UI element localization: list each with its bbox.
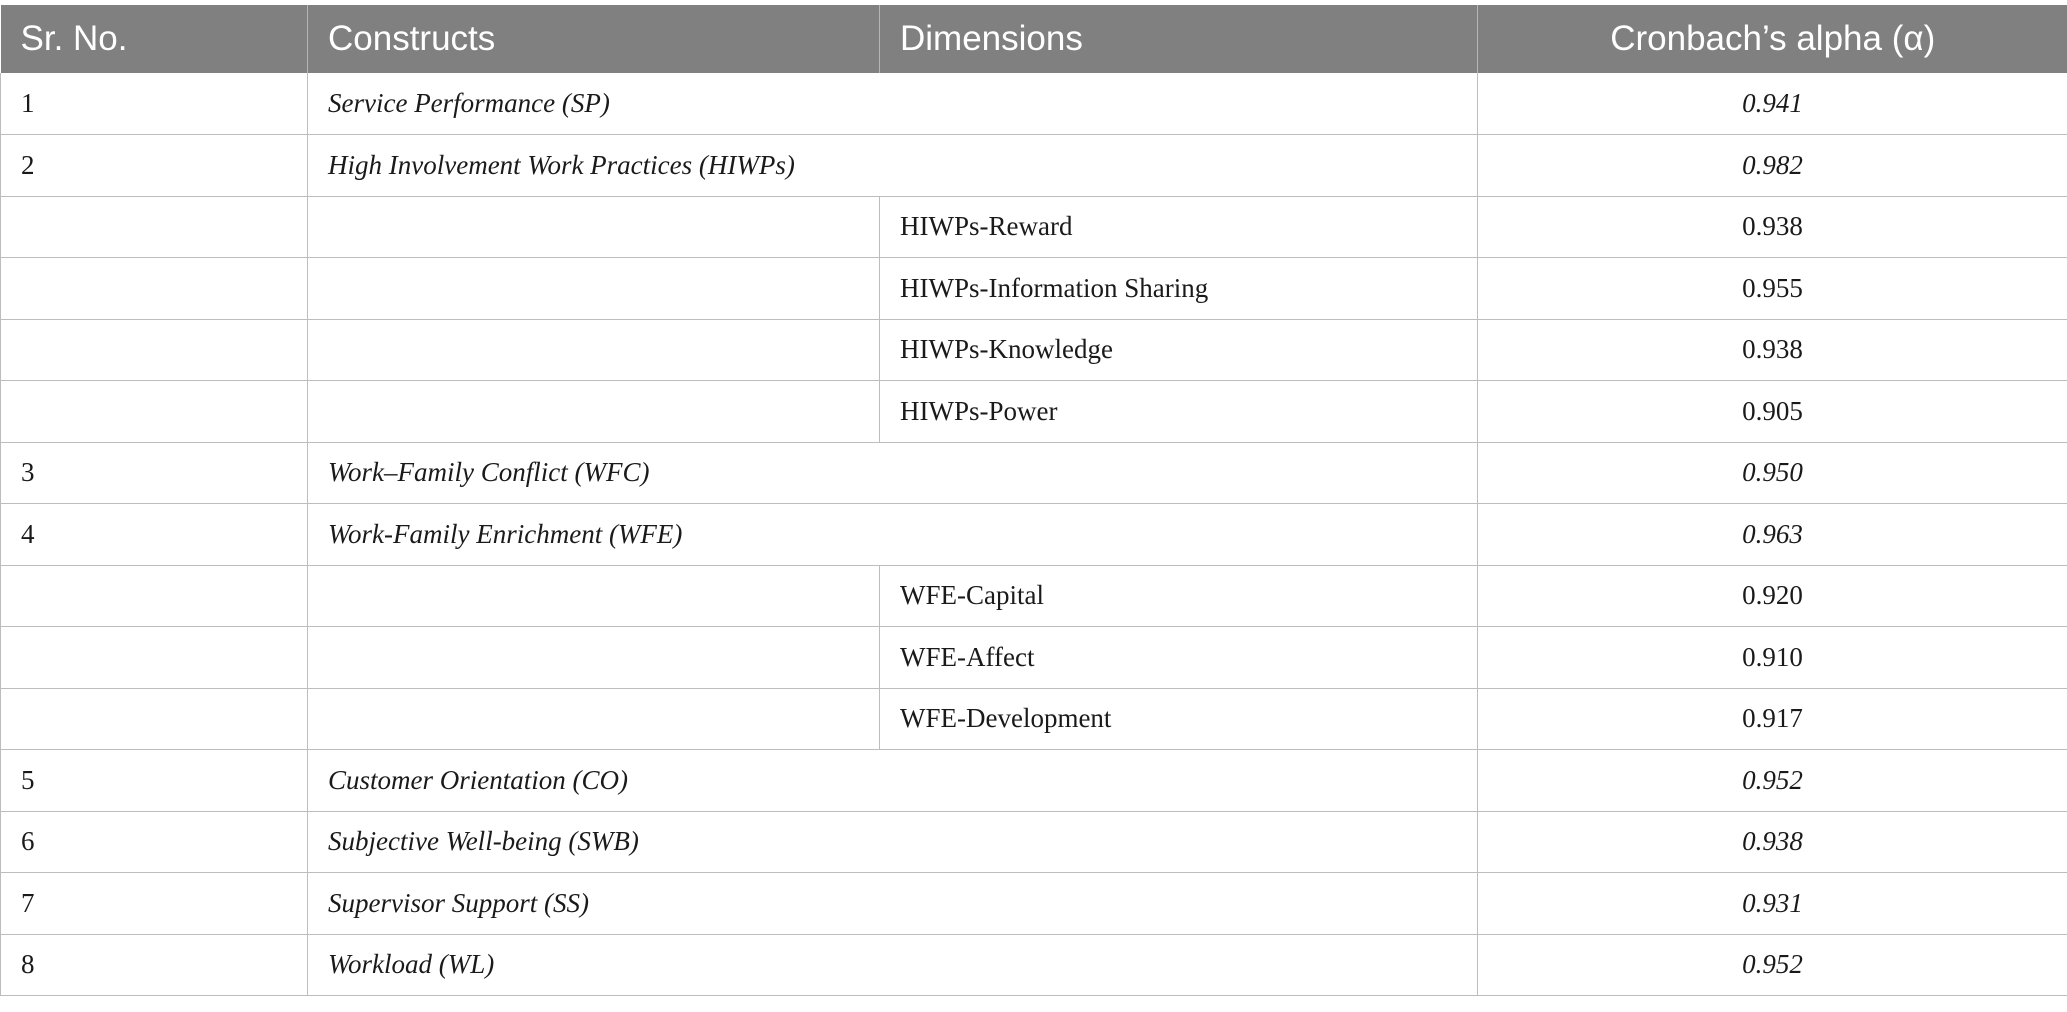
construct-cell bbox=[308, 688, 880, 750]
table-row bbox=[1, 688, 2067, 750]
table-row bbox=[1, 196, 2067, 258]
table-row bbox=[1, 934, 2067, 996]
construct-cell: Customer Orientation (CO) bbox=[308, 750, 1478, 812]
sr-no-cell: 4 bbox=[1, 504, 308, 566]
alpha-cell: 0.963 bbox=[1478, 504, 2067, 566]
sr-no-cell bbox=[1, 319, 308, 381]
header-sr-no: Sr. No. bbox=[1, 5, 308, 73]
alpha-cell: 0.938 bbox=[1478, 811, 2067, 873]
construct-cell: High Involvement Work Practices (HIWPs) bbox=[308, 135, 1478, 197]
dimension-cell: HIWPs-Knowledge bbox=[880, 319, 1478, 381]
sr-no-cell bbox=[1, 196, 308, 258]
sr-no-cell: 1 bbox=[1, 73, 308, 135]
table-body bbox=[1, 73, 2067, 996]
construct-cell bbox=[308, 565, 880, 627]
alpha-cell: 0.938 bbox=[1478, 319, 2067, 381]
table-row bbox=[1, 319, 2067, 381]
table-row bbox=[1, 750, 2067, 812]
table-row bbox=[1, 627, 2067, 689]
alpha-cell: 0.955 bbox=[1478, 258, 2067, 320]
alpha-cell: 0.905 bbox=[1478, 381, 2067, 443]
alpha-cell: 0.952 bbox=[1478, 934, 2067, 996]
dimension-cell: WFE-Affect bbox=[880, 627, 1478, 689]
table-row bbox=[1, 504, 2067, 566]
construct-cell bbox=[308, 381, 880, 443]
table-row bbox=[1, 442, 2067, 504]
sr-no-cell: 6 bbox=[1, 811, 308, 873]
sr-no-cell: 8 bbox=[1, 934, 308, 996]
alpha-cell: 0.938 bbox=[1478, 196, 2067, 258]
dimension-cell: HIWPs-Power bbox=[880, 381, 1478, 443]
alpha-cell: 0.931 bbox=[1478, 873, 2067, 935]
dimension-cell: HIWPs-Information Sharing bbox=[880, 258, 1478, 320]
alpha-cell: 0.941 bbox=[1478, 73, 2067, 135]
construct-cell: Workload (WL) bbox=[308, 934, 1478, 996]
reliability-table bbox=[0, 5, 2067, 996]
alpha-cell: 0.982 bbox=[1478, 135, 2067, 197]
construct-cell bbox=[308, 627, 880, 689]
table-row bbox=[1, 811, 2067, 873]
alpha-cell: 0.920 bbox=[1478, 565, 2067, 627]
construct-cell: Supervisor Support (SS) bbox=[308, 873, 1478, 935]
sr-no-cell: 7 bbox=[1, 873, 308, 935]
sr-no-cell bbox=[1, 381, 308, 443]
construct-cell bbox=[308, 196, 880, 258]
table-row bbox=[1, 381, 2067, 443]
dimension-cell: HIWPs-Reward bbox=[880, 196, 1478, 258]
table-row bbox=[1, 135, 2067, 197]
table-header bbox=[1, 5, 2067, 73]
table-row bbox=[1, 258, 2067, 320]
sr-no-cell: 2 bbox=[1, 135, 308, 197]
construct-cell bbox=[308, 258, 880, 320]
header-row bbox=[1, 5, 2067, 73]
table-row bbox=[1, 73, 2067, 135]
sr-no-cell bbox=[1, 688, 308, 750]
dimension-cell: WFE-Capital bbox=[880, 565, 1478, 627]
table-row bbox=[1, 873, 2067, 935]
sr-no-cell bbox=[1, 627, 308, 689]
alpha-cell: 0.952 bbox=[1478, 750, 2067, 812]
header-constructs: Constructs bbox=[308, 5, 880, 73]
dimension-cell: WFE-Development bbox=[880, 688, 1478, 750]
header-alpha: Cronbach’s alpha (α) bbox=[1478, 5, 2067, 73]
sr-no-cell bbox=[1, 258, 308, 320]
header-dimensions: Dimensions bbox=[880, 5, 1478, 73]
construct-cell: Service Performance (SP) bbox=[308, 73, 1478, 135]
construct-cell: Work-Family Enrichment (WFE) bbox=[308, 504, 1478, 566]
alpha-cell: 0.917 bbox=[1478, 688, 2067, 750]
alpha-cell: 0.910 bbox=[1478, 627, 2067, 689]
construct-cell: Work–Family Conflict (WFC) bbox=[308, 442, 1478, 504]
sr-no-cell: 5 bbox=[1, 750, 308, 812]
sr-no-cell: 3 bbox=[1, 442, 308, 504]
sr-no-cell bbox=[1, 565, 308, 627]
construct-cell bbox=[308, 319, 880, 381]
table-row bbox=[1, 565, 2067, 627]
construct-cell: Subjective Well-being (SWB) bbox=[308, 811, 1478, 873]
alpha-cell: 0.950 bbox=[1478, 442, 2067, 504]
